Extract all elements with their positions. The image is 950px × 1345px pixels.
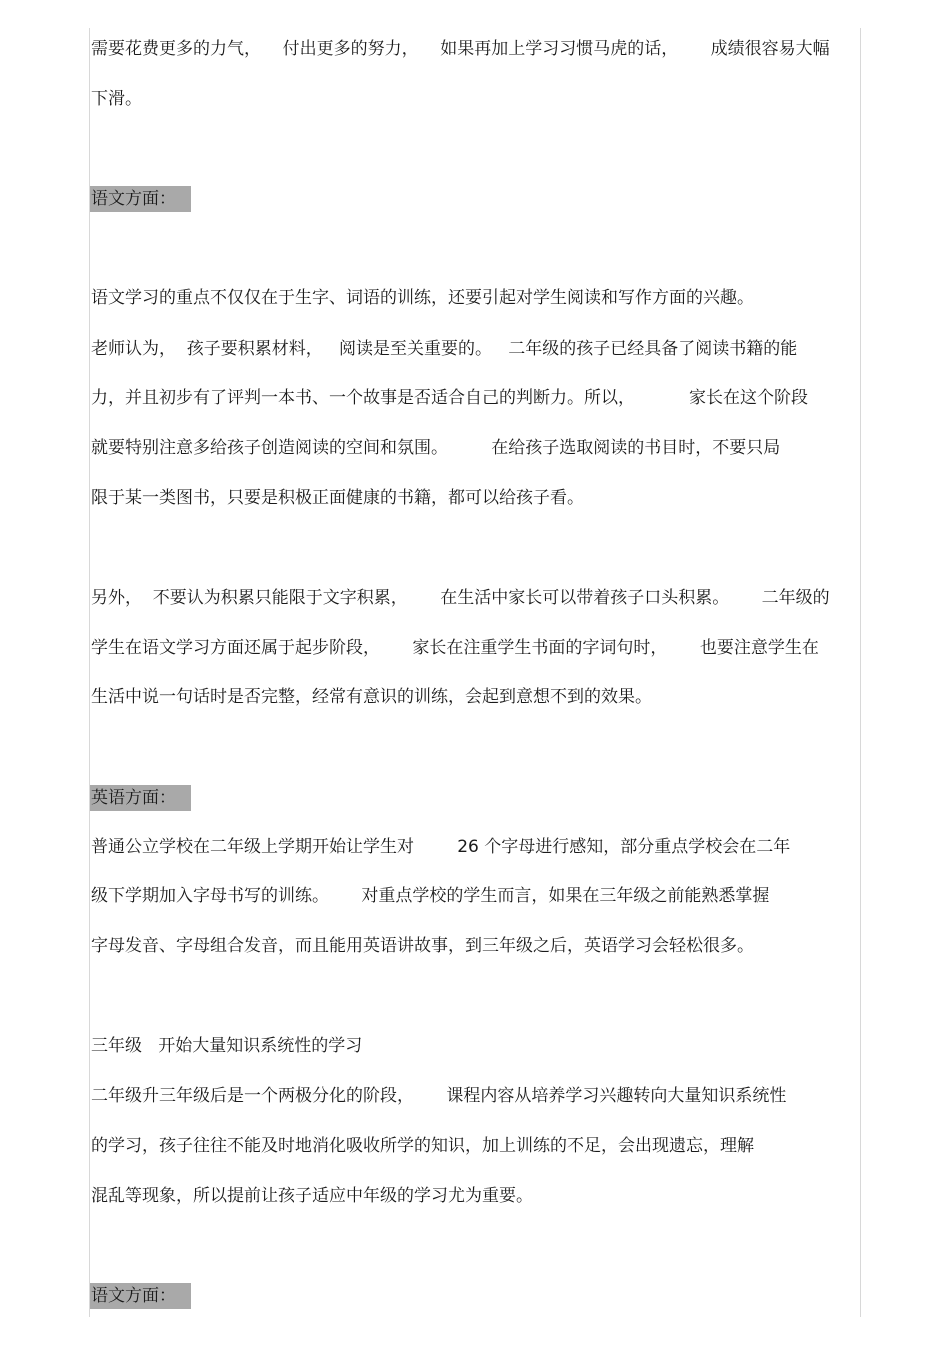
- paragraph-line: 限于某一类图书，只要是积极正面健康的书籍，都可以给孩子看。: [91, 488, 584, 508]
- paragraph-line: 二年级升三年级后是一个两极分化的阶段， 课程内容从培养学习兴趣转向大量知识系统性: [91, 1086, 787, 1106]
- section-heading-chinese: 语文方面：: [90, 186, 191, 212]
- paragraph-line: 需要花费更多的力气， 付出更多的努力， 如果再加上学习习惯马虎的话， 成绩很容易大幅: [91, 39, 830, 59]
- paragraph-line: 下滑。: [91, 89, 142, 109]
- paragraph-line: 力，并且初步有了评判一本书、一个故事是否适合自己的判断力。所以， 家长在这个阶段: [91, 388, 809, 408]
- paragraph-line: 生活中说一句话时是否完整，经常有意识的训练，会起到意想不到的效果。: [91, 687, 652, 707]
- paragraph-line: 的学习，孩子往往不能及时地消化吸收所学的知识，加上训练的不足，会出现遗忘，理解: [91, 1136, 754, 1156]
- paragraph-line: 级下学期加入字母书写的训练。 对重点学校的学生而言，如果在三年级之前能熟悉掌握: [91, 886, 770, 906]
- paragraph-line: 学生在语文学习方面还属于起步阶段， 家长在注重学生书面的字词句时， 也要注意学生在: [91, 638, 819, 658]
- paragraph-line: 字母发音、字母组合发音，而且能用英语讲故事，到三年级之后，英语学习会轻松很多。: [91, 936, 754, 956]
- paragraph-line: 另外， 不要认为积累只能限于文字积累， 在生活中家长可以带着孩子口头积累。 二年级的: [91, 588, 830, 608]
- paragraph-line: 语文学习的重点不仅仅在于生字、词语的训练，还要引起对学生阅读和写作方面的兴趣。: [91, 288, 754, 308]
- section-heading-chinese-2: 语文方面：: [90, 1283, 191, 1309]
- subsection-title: 三年级 开始大量知识系统性的学习: [91, 1036, 363, 1056]
- page-margin-right: [860, 28, 861, 1317]
- paragraph-line: 就要特别注意多给孩子创造阅读的空间和氛围。 在给孩子选取阅读的书目时，不要只局: [91, 438, 781, 458]
- section-heading-english: 英语方面：: [90, 785, 191, 811]
- page-margin-left: [89, 28, 90, 1317]
- paragraph-line: 普通公立学校在二年级上学期开始让学生对 26 个字母进行感知，部分重点学校会在二年: [91, 837, 791, 857]
- paragraph-line: 混乱等现象，所以提前让孩子适应中年级的学习尤为重要。: [91, 1186, 533, 1206]
- paragraph-line: 老师认为， 孩子要积累材料， 阅读是至关重要的。 二年级的孩子已经具备了阅读书籍的能: [91, 339, 798, 359]
